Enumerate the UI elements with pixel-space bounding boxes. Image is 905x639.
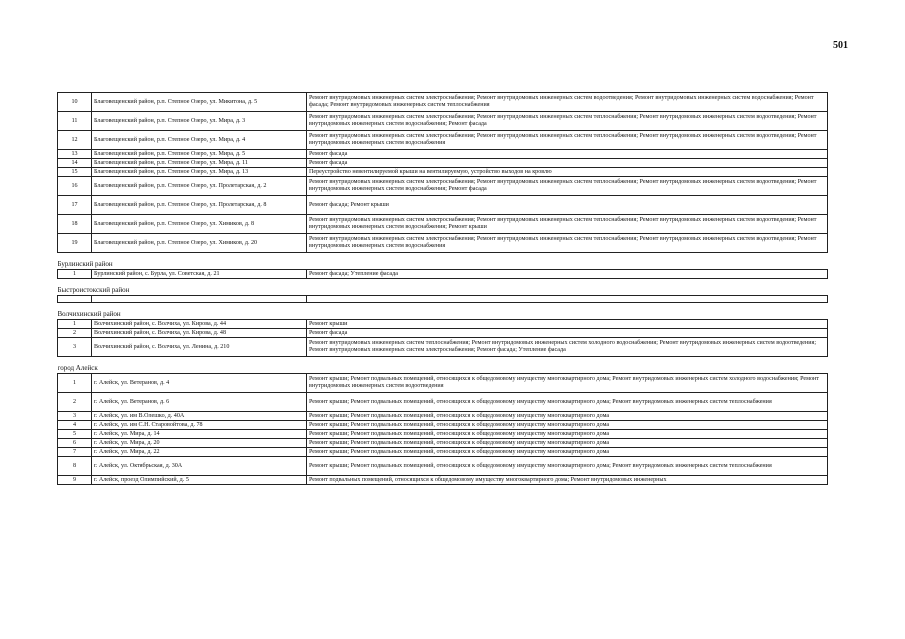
table-row: [58, 196, 828, 215]
empty-row: [58, 296, 828, 303]
spacer-row: [58, 253, 828, 261]
row-address: Волчихинский район, с. Волчиха, ул. Ленина, д. 210: [92, 338, 307, 357]
row-address: Благовещенский район, р.п. Степное Озеро, ул. Мира, д. 4: [92, 131, 307, 150]
section-header-row: [58, 310, 828, 320]
row-number: 1: [58, 374, 92, 393]
table-row: [58, 320, 828, 329]
table-row: [58, 457, 828, 476]
row-works: Ремонт внутридомовых инженерных систем электроснабжения; Ремонт внутридомовых инженерных систем теплоснабжения; Ремонт внутридомовых инженерных систем водоотведения; Ремонт внутридомовых инженерных систем водоснабжения; Ремонт фасада: [307, 177, 828, 196]
row-address: Бурлинский район, с. Бурла, ул. Советская, д. 21: [92, 270, 307, 279]
row-address: г. Алейск, ул. им С.Н. Старовойтова, д. 78: [92, 421, 307, 430]
repair-schedule-table: [57, 92, 828, 485]
spacer-cell: [58, 279, 828, 287]
row-number: 4: [58, 421, 92, 430]
section-title: Волчихинский район: [58, 310, 828, 320]
row-works: Ремонт фасада: [307, 329, 828, 338]
row-address: Благовещенский район, р.п. Степное Озеро, ул. Мира, д. 5: [92, 150, 307, 159]
section-header-row: [58, 286, 828, 296]
section-title: Быстроистокский район: [58, 286, 828, 296]
table-row: [58, 177, 828, 196]
row-number: 12: [58, 131, 92, 150]
row-works: Ремонт крыши; Ремонт подвальных помещений, относящихся к общедомовому имуществу многоквартирного дома: [307, 448, 828, 457]
row-works: Ремонт крыши; Ремонт подвальных помещений, относящихся к общедомовому имуществу многоквартирного дома: [307, 439, 828, 448]
section-header-row: [58, 364, 828, 374]
row-works: Ремонт фасада; Утепление фасада: [307, 270, 828, 279]
table-row: [58, 338, 828, 357]
table-row: [58, 421, 828, 430]
empty-cell: [92, 296, 307, 303]
table-row: [58, 168, 828, 177]
row-address: г. Алейск, ул. Октябрьская, д. 30А: [92, 457, 307, 476]
table-row: [58, 234, 828, 253]
row-address: Благовещенский район, р.п. Степное Озеро, ул. Пролетарская, д. 2: [92, 177, 307, 196]
row-works: Ремонт внутридомовых инженерных систем электроснабжения; Ремонт внутридомовых инженерных систем теплоснабжения; Ремонт внутридомовых инженерных систем водоотведения; Ремонт внутридомовых инженерных систем водоснабжения; Ремонт крыши: [307, 215, 828, 234]
row-number: 3: [58, 338, 92, 357]
spacer-row: [58, 303, 828, 311]
row-works: Ремонт крыши; Ремонт подвальных помещений, относящихся к общедомовому имуществу многоквартирного дома: [307, 421, 828, 430]
row-address: Волчихинский район, с. Волчиха, ул. Кирова, д. 48: [92, 329, 307, 338]
row-works: Ремонт крыши; Ремонт подвальных помещений, относящихся к общедомовому имуществу многоквартирного дома; Ремонт внутридомовых инженерных систем теплоснабжения: [307, 457, 828, 476]
row-number: 8: [58, 457, 92, 476]
empty-cell: [307, 296, 828, 303]
row-number: 1: [58, 320, 92, 329]
table-row: [58, 112, 828, 131]
page-number: 501: [833, 40, 848, 51]
table-row: [58, 329, 828, 338]
row-address: Благовещенский район, р.п. Степное Озеро, ул. Микитона, д. 5: [92, 93, 307, 112]
row-number: 13: [58, 150, 92, 159]
row-address: Благовещенский район, р.п. Степное Озеро, ул. Мира, д. 13: [92, 168, 307, 177]
row-number: 14: [58, 159, 92, 168]
spacer-cell: [58, 303, 828, 311]
row-number: 2: [58, 393, 92, 412]
row-works: Ремонт крыши; Ремонт подвальных помещений, относящихся к общедомовому имуществу многоквартирного дома: [307, 430, 828, 439]
spacer-row: [58, 279, 828, 287]
row-address: г. Алейск, ул. Ветеранов, д. 4: [92, 374, 307, 393]
row-address: г. Алейск, проезд Олимпийский, д. 5: [92, 476, 307, 485]
table-row: [58, 93, 828, 112]
row-number: 6: [58, 439, 92, 448]
table-row: [58, 476, 828, 485]
row-address: г. Алейск, ул. им В.Олешко, д. 40А: [92, 412, 307, 421]
row-number: 3: [58, 412, 92, 421]
table-row: [58, 430, 828, 439]
row-number: 10: [58, 93, 92, 112]
table-row: [58, 270, 828, 279]
empty-cell: [58, 296, 92, 303]
row-number: 15: [58, 168, 92, 177]
row-works: Ремонт крыши; Ремонт подвальных помещений, относящихся к общедомовому имуществу многоквартирного дома; Ремонт внутридомовых инженерных систем теплоснабжения: [307, 393, 828, 412]
row-works: Ремонт фасада: [307, 159, 828, 168]
table-row: [58, 412, 828, 421]
row-works: Ремонт внутридомовых инженерных систем электроснабжения; Ремонт внутридомовых инженерных систем теплоснабжения; Ремонт внутридомовых инженерных систем водоотведения; Ремонт внутридомовых инженерных систем водоснабжения; Ремонт фасада: [307, 112, 828, 131]
table-row: [58, 393, 828, 412]
row-number: 19: [58, 234, 92, 253]
row-address: Благовещенский район, р.п. Степное Озеро, ул. Пролетарская, д. 8: [92, 196, 307, 215]
row-works: Ремонт внутридомовых инженерных систем электроснабжения; Ремонт внутридомовых инженерных систем теплоснабжения; Ремонт внутридомовых инженерных систем водоотведения; Ремонт внутридомовых инженерных систем водоснабжения: [307, 234, 828, 253]
row-works: Ремонт крыши: [307, 320, 828, 329]
spacer-cell: [58, 253, 828, 261]
row-works: Ремонт фасада: [307, 150, 828, 159]
row-number: 17: [58, 196, 92, 215]
row-works: Ремонт подвальных помещений, относящихся к общедомовому имуществу многоквартирного дома; Ремонт внутридомовых инженерных: [307, 476, 828, 485]
table-row: [58, 131, 828, 150]
table-row: [58, 448, 828, 457]
row-works: Ремонт крыши; Ремонт подвальных помещений, относящихся к общедомовому имуществу многоквартирного дома; Ремонт внутридомовых инженерных систем холодного водоснабжения; Ремонт внутридомовых инженерных систем водоотведения: [307, 374, 828, 393]
row-number: 5: [58, 430, 92, 439]
table-body: [58, 93, 828, 485]
table-row: [58, 439, 828, 448]
row-address: г. Алейск, ул. Мира, д. 14: [92, 430, 307, 439]
row-number: 1: [58, 270, 92, 279]
row-address: г. Алейск, ул. Ветеранов, д. 6: [92, 393, 307, 412]
table-row: [58, 159, 828, 168]
row-works: Переустройство невентилируемой крыши на вентилируемую, устройство выходов на кровлю: [307, 168, 828, 177]
row-number: 11: [58, 112, 92, 131]
row-address: Благовещенский район, р.п. Степное Озеро, ул. Мира, д. 11: [92, 159, 307, 168]
row-address: г. Алейск, ул. Мира, д. 20: [92, 439, 307, 448]
row-works: Ремонт внутридомовых инженерных систем теплоснабжения; Ремонт внутридомовых инженерных систем холодного водоснабжения; Ремонт внутридомовых инженерных систем водоотведения; Ремонт внутридомовых инженерных систем электроснабжения; Ремонт фасада; Утепление фасада: [307, 338, 828, 357]
row-address: Благовещенский район, р.п. Степное Озеро, ул. Мира, д. 3: [92, 112, 307, 131]
section-header-row: [58, 260, 828, 270]
spacer-cell: [58, 357, 828, 365]
row-works: Ремонт внутридомовых инженерных систем электроснабжения; Ремонт внутридомовых инженерных систем теплоснабжения; Ремонт внутридомовых инженерных систем водоотведения; Ремонт внутридомовых инженерных систем водоснабжения: [307, 131, 828, 150]
row-works: Ремонт внутридомовых инженерных систем электроснабжения; Ремонт внутридомовых инженерных систем водоотведения; Ремонт внутридомовых инженерных систем водоснабжения; Ремонт фасада; Ремонт внутридомовых инженерных систем теплоснабжения: [307, 93, 828, 112]
row-address: г. Алейск, ул. Мира, д. 22: [92, 448, 307, 457]
row-works: Ремонт крыши; Ремонт подвальных помещений, относящихся к общедомовому имуществу многоквартирного дома: [307, 412, 828, 421]
table-row: [58, 374, 828, 393]
table-row: [58, 215, 828, 234]
row-works: Ремонт фасада; Ремонт крыши: [307, 196, 828, 215]
section-title: город Алейск: [58, 364, 828, 374]
row-number: 9: [58, 476, 92, 485]
row-number: 16: [58, 177, 92, 196]
section-title: Бурлинский район: [58, 260, 828, 270]
row-address: Благовещенский район, р.п. Степное Озеро, ул. Химиков, д. 20: [92, 234, 307, 253]
row-number: 7: [58, 448, 92, 457]
row-number: 2: [58, 329, 92, 338]
spacer-row: [58, 357, 828, 365]
row-address: Благовещенский район, р.п. Степное Озеро, ул. Химиков, д. 8: [92, 215, 307, 234]
table-row: [58, 150, 828, 159]
row-address: Волчихинский район, с. Волчиха, ул. Кирова, д. 44: [92, 320, 307, 329]
row-number: 18: [58, 215, 92, 234]
